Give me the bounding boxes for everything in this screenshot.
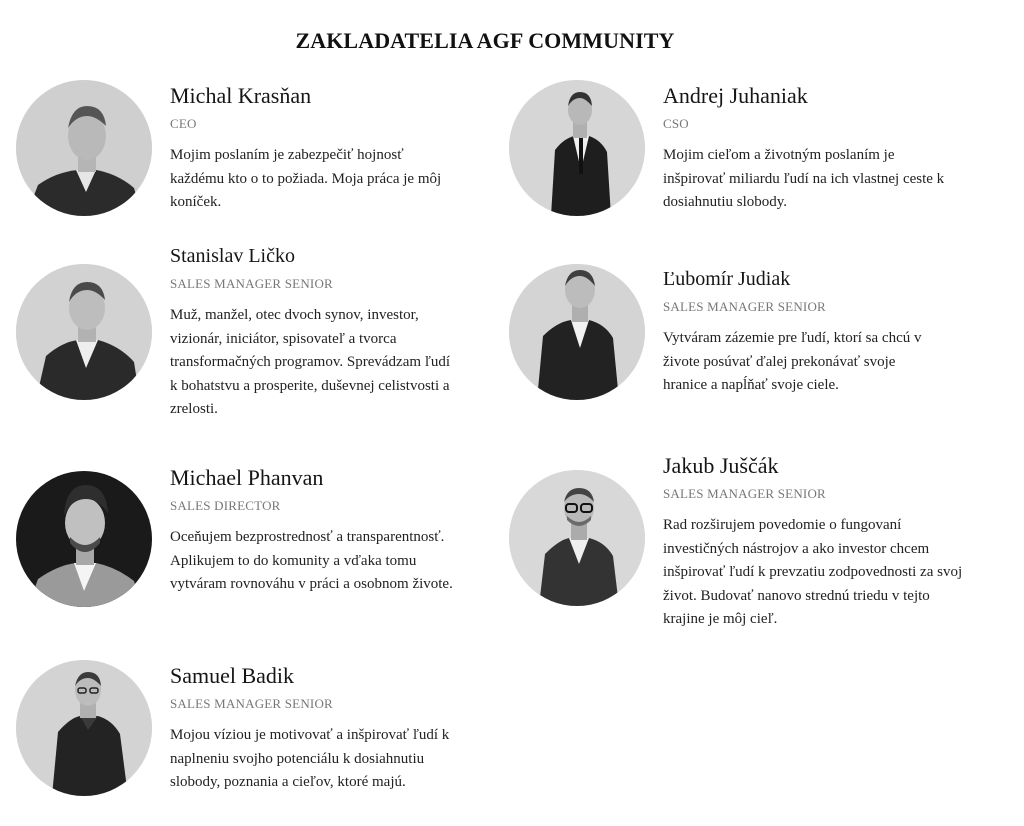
- founder-card-samuel-badik: [16, 660, 476, 800]
- founder-bio: Mojou víziou je motivovať a inšpirovať ľudí k naplneniu svojho potenciálu k dosiahnutiu slobody, poznania a cieľov, ktoré majú.: [170, 727, 450, 790]
- founder-card-lubomir-judiak: [509, 264, 969, 404]
- founder-card-jakub-juscak: [509, 453, 969, 633]
- founder-bio: Mojim cieľom a životným poslaním je inšpirovať miliardu ľudí na ich vlastnej ceste k dosiahnutiu slobody.: [663, 147, 945, 210]
- founder-card-michal-krasnan: [16, 80, 476, 220]
- founder-photo: [16, 80, 152, 216]
- founder-card-andrej-juhaniak: [509, 80, 969, 220]
- founder-bio: Muž, manžel, otec dvoch synov, investor, vizionár, iniciátor, spisovateľ a tvorca transformačných programov. Sprevádzam ľudí k bohatstvu a prosperite, duševnej celistvosti a zrelosti.: [170, 307, 451, 417]
- founder-card-stanislav-licko: [16, 243, 476, 423]
- founder-role: SALES DIRECTOR: [170, 498, 281, 513]
- founder-card-michael-phanvan: [16, 465, 476, 625]
- founder-photo: [509, 264, 645, 400]
- founder-role: SALES MANAGER SENIOR: [170, 276, 333, 291]
- founder-photo: [509, 470, 645, 606]
- founder-bio: Rad rozširujem povedomie o fungovaní investičných nástrojov a ako investor chcem inšpirovať ľudí k prevzatiu zodpovednosti za svoj život. Budovať nanovo strednú triedu v tejto krajine je môj cieľ.: [663, 517, 963, 627]
- founder-bio: Vytváram zázemie pre ľudí, ktorí sa chcú v živote posúvať ďalej prekonávať svoje hranice a napĺňať svoje ciele.: [663, 330, 922, 393]
- founder-role: CEO: [170, 116, 197, 131]
- founder-photo: [16, 660, 152, 796]
- founder-role: SALES MANAGER SENIOR: [170, 696, 333, 711]
- founder-photo: [16, 471, 152, 607]
- founder-name: Stanislav Ličko: [170, 245, 295, 267]
- founder-photo: [16, 264, 152, 400]
- founder-bio: Mojim poslaním je zabezpečiť hojnosť každému kto o to požiada. Moja práca je môj koníček.: [170, 147, 442, 210]
- page-title: ZAKLADATELIA AGF COMMUNITY: [295, 28, 675, 53]
- founder-role: CSO: [663, 116, 689, 131]
- founder-photo: [509, 80, 645, 216]
- founder-role: SALES MANAGER SENIOR: [663, 486, 826, 501]
- founder-bio: Oceňujem bezprostrednosť a transparentnosť. Aplikujem to do komunity a vďaka tomu vytváram rovnováhu v práci a osobnom živote.: [170, 529, 453, 592]
- founder-name: Michal Krasňan: [170, 83, 312, 108]
- founder-name: Jakub Juščák: [663, 453, 779, 478]
- founder-role: SALES MANAGER SENIOR: [663, 299, 826, 314]
- founder-name: Michael Phanvan: [170, 465, 324, 490]
- founder-name: Ľubomír Judiak: [663, 268, 791, 290]
- founder-name: Samuel Badik: [170, 663, 295, 688]
- founder-name: Andrej Juhaniak: [663, 83, 808, 108]
